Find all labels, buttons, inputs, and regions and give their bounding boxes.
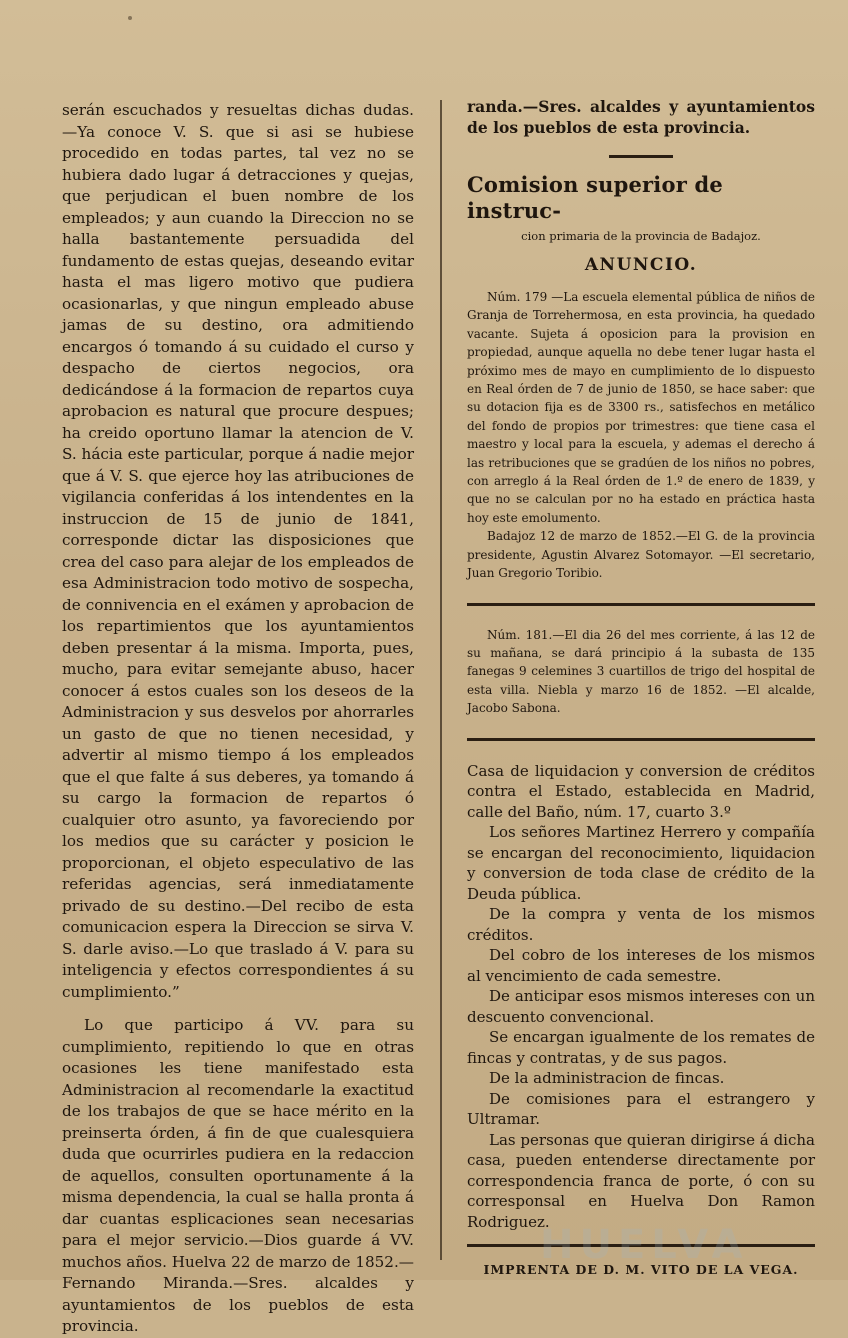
notice-181-text: Núm. 181.—El dia 26 del mes corriente, á las 12 de su mañana, se dará principio á la subasta de 135 fanegas 9 celemines 3 cuartillos de trigo del hospital de esta villa. Niebla y marzo 16 de 1852. —El alcalde, Jacobo Sabona. (467, 627, 815, 716)
notice-179 (467, 288, 815, 583)
section-rule-1 (467, 603, 815, 606)
notice-179-text: Núm. 179 —La escuela elemental pública de niños de Granja de Torrehermosa, en esta provincia, ha quedado vacante. Sujeta á oposicion para la provision en propiedad, aunque aquella no debe tener lugar hasta el próximo mes de mayo en cumplimiento de lo dispuesto en Real órden de 7 de junio de 1850, se hace saber: que su dotacion fija es de 3300 rs., satisfechos en metálico del fondo de propios por trimestres: que tiene casa el maestro y local para la escuela, y ademas el derecho á las retribuciones que se gradúen de los niños no pobres, con arreglo á la Real órden de 1.º de enero de 1839, y que no se calculan por no ha estado en práctica hasta hoy este emolumento. (467, 290, 815, 525)
casa-item-4: Se encargan igualmente de los remates de fincas y contratas, y de sus pagos. (467, 1028, 815, 1067)
casa-item-0: Los señores Martinez Herrero y compañía se encargan del reconocimiento, liquidacion y conversion de toda clase de crédito de la Deuda pública. (467, 823, 815, 903)
casa-item-2: Del cobro de los intereses de los mismos al vencimiento de cada semestre. (467, 946, 815, 985)
imprenta-footer: IMPRENTA DE D. M. VITO DE LA VEGA. (483, 1262, 799, 1278)
watermark-text: HUELVA (540, 1222, 749, 1268)
casa-item-5: De la administracion de fincas. (489, 1069, 725, 1088)
casa-heading: Casa de liquidacion y conversion de créditos contra el Estado, establecida en Madrid, calle del Baño, núm. 17, cuarto 3.º (467, 761, 815, 821)
right-intro: randa.—Sres. alcaldes y ayuntamientos de los pueblos de esta provincia. (467, 97, 815, 137)
anuncio-heading: ANUNCIO. (584, 255, 698, 275)
short-rule (609, 155, 673, 158)
section-rule-2 (467, 738, 815, 741)
column-divider (440, 100, 442, 1260)
casa-item-3: De anticipar esos mismos intereses con un descuento convencional. (467, 987, 815, 1026)
left-paragraph-2: Lo que participo á VV. para su cumplimiento, repitiendo lo que en otras ocasiones les tiene manifestado esta Administracion al recomendarle la exactitud de los trabajos de que se hace mérito en la preinserta órden, á fin de que cualesquiera duda que ocurrirles pudiera en la redaccion de aquellos, consulten oportunamente á la misma dependencia, la cual se halla pronta á dar cuantas esplicaciones sean necesarias para el mejor servicio.—Dios guarde á VV. muchos años. Huelva 22 de marzo de 1852.—Fernando Miranda.—Sres. alcaldes y ayuntamientos de los pueblos de esta provincia. (62, 1016, 414, 1335)
casa-item-1: De la compra y venta de los mismos créditos. (467, 905, 815, 944)
casa-liquidacion-ad (467, 761, 815, 1233)
left-paragraph-1: serán escuchados y resueltas dichas dudas. —Ya conoce V. S. que si asi se hubiese procedido en todas partes, tal vez no se hubiera dado lugar á detracciones y quejas, que perjudican el buen nombre de los empleados; y aun cuando la Direccion no se halla bastantemente persuadida del fundamento de estas quejas, deseando evitar hasta el mas ligero motivo que pudiera ocasionarlas, y que ningun empleado abuse jamas de su destino, ora admitiendo encargos ó tomando á su cuidado el curso y despacho de ciertos negocios, ora dedicándose á la formacion de repartos cuya aprobacion es natural que procure despues; ha creido oportuno llamar la atencion de V. S. hácia este particular, porque á nadie mejor que á V. S. que ejerce hoy las atribuciones de vigilancia conferidas á los intendentes en la instruccion de 15 de junio de 1841, corresponde dictar las disposiciones que crea del caso para alejar de los empleados de esa Administracion todo motivo de sospecha, de connivencia en el exámen y aprobacion de los repartimientos que los ayuntamientos deben presentar á la misma. Importa, pues, mucho, para evitar semejante abuso, hacer conocer á estos cuales son los deseos de la Administracion y sus desvelos por ahorrarles un gasto de que no tienen necesidad, y advertir al mismo tiempo á los empleados que el que falte á sus deberes, ya tomando á su cargo la formacion de repartos ó cualquier otro asunto, ya favoreciendo por los medios que su carácter y posicion le proporcionan, el objeto especulativo de las referidas agencias, será inmediatamente privado de su destino.—Del recibo de esta comunicacion espera la Direccion se sirva V. S. darle aviso.—Lo que traslado á V. para su inteligencia y efectos correspondientes á su cumplimiento.” (62, 101, 414, 1001)
casa-item-6: De comisiones para el estrangero y Ultramar. (467, 1089, 815, 1129)
right-column (467, 96, 815, 1280)
comision-title: Comision superior de instruc- (467, 172, 723, 223)
notice-181 (467, 626, 815, 718)
casa-item-7: Las personas que quieran dirigirse á dicha casa, pueden entenderse directamente por correspondencia franca de porte, ó con su corresponsal en Huelva Don Ramon Rodriguez. (467, 1130, 815, 1231)
left-column (62, 100, 414, 1338)
comision-subtitle: cion primaria de la provincia de Badajoz. (521, 229, 761, 243)
page-speck (128, 16, 132, 20)
notice-179-signature: Badajoz 12 de marzo de 1852.—El G. de la provincia presidente, Agustin Alvarez Sotomayor. —El secretario, Juan Gregorio Toribio. (467, 529, 815, 581)
